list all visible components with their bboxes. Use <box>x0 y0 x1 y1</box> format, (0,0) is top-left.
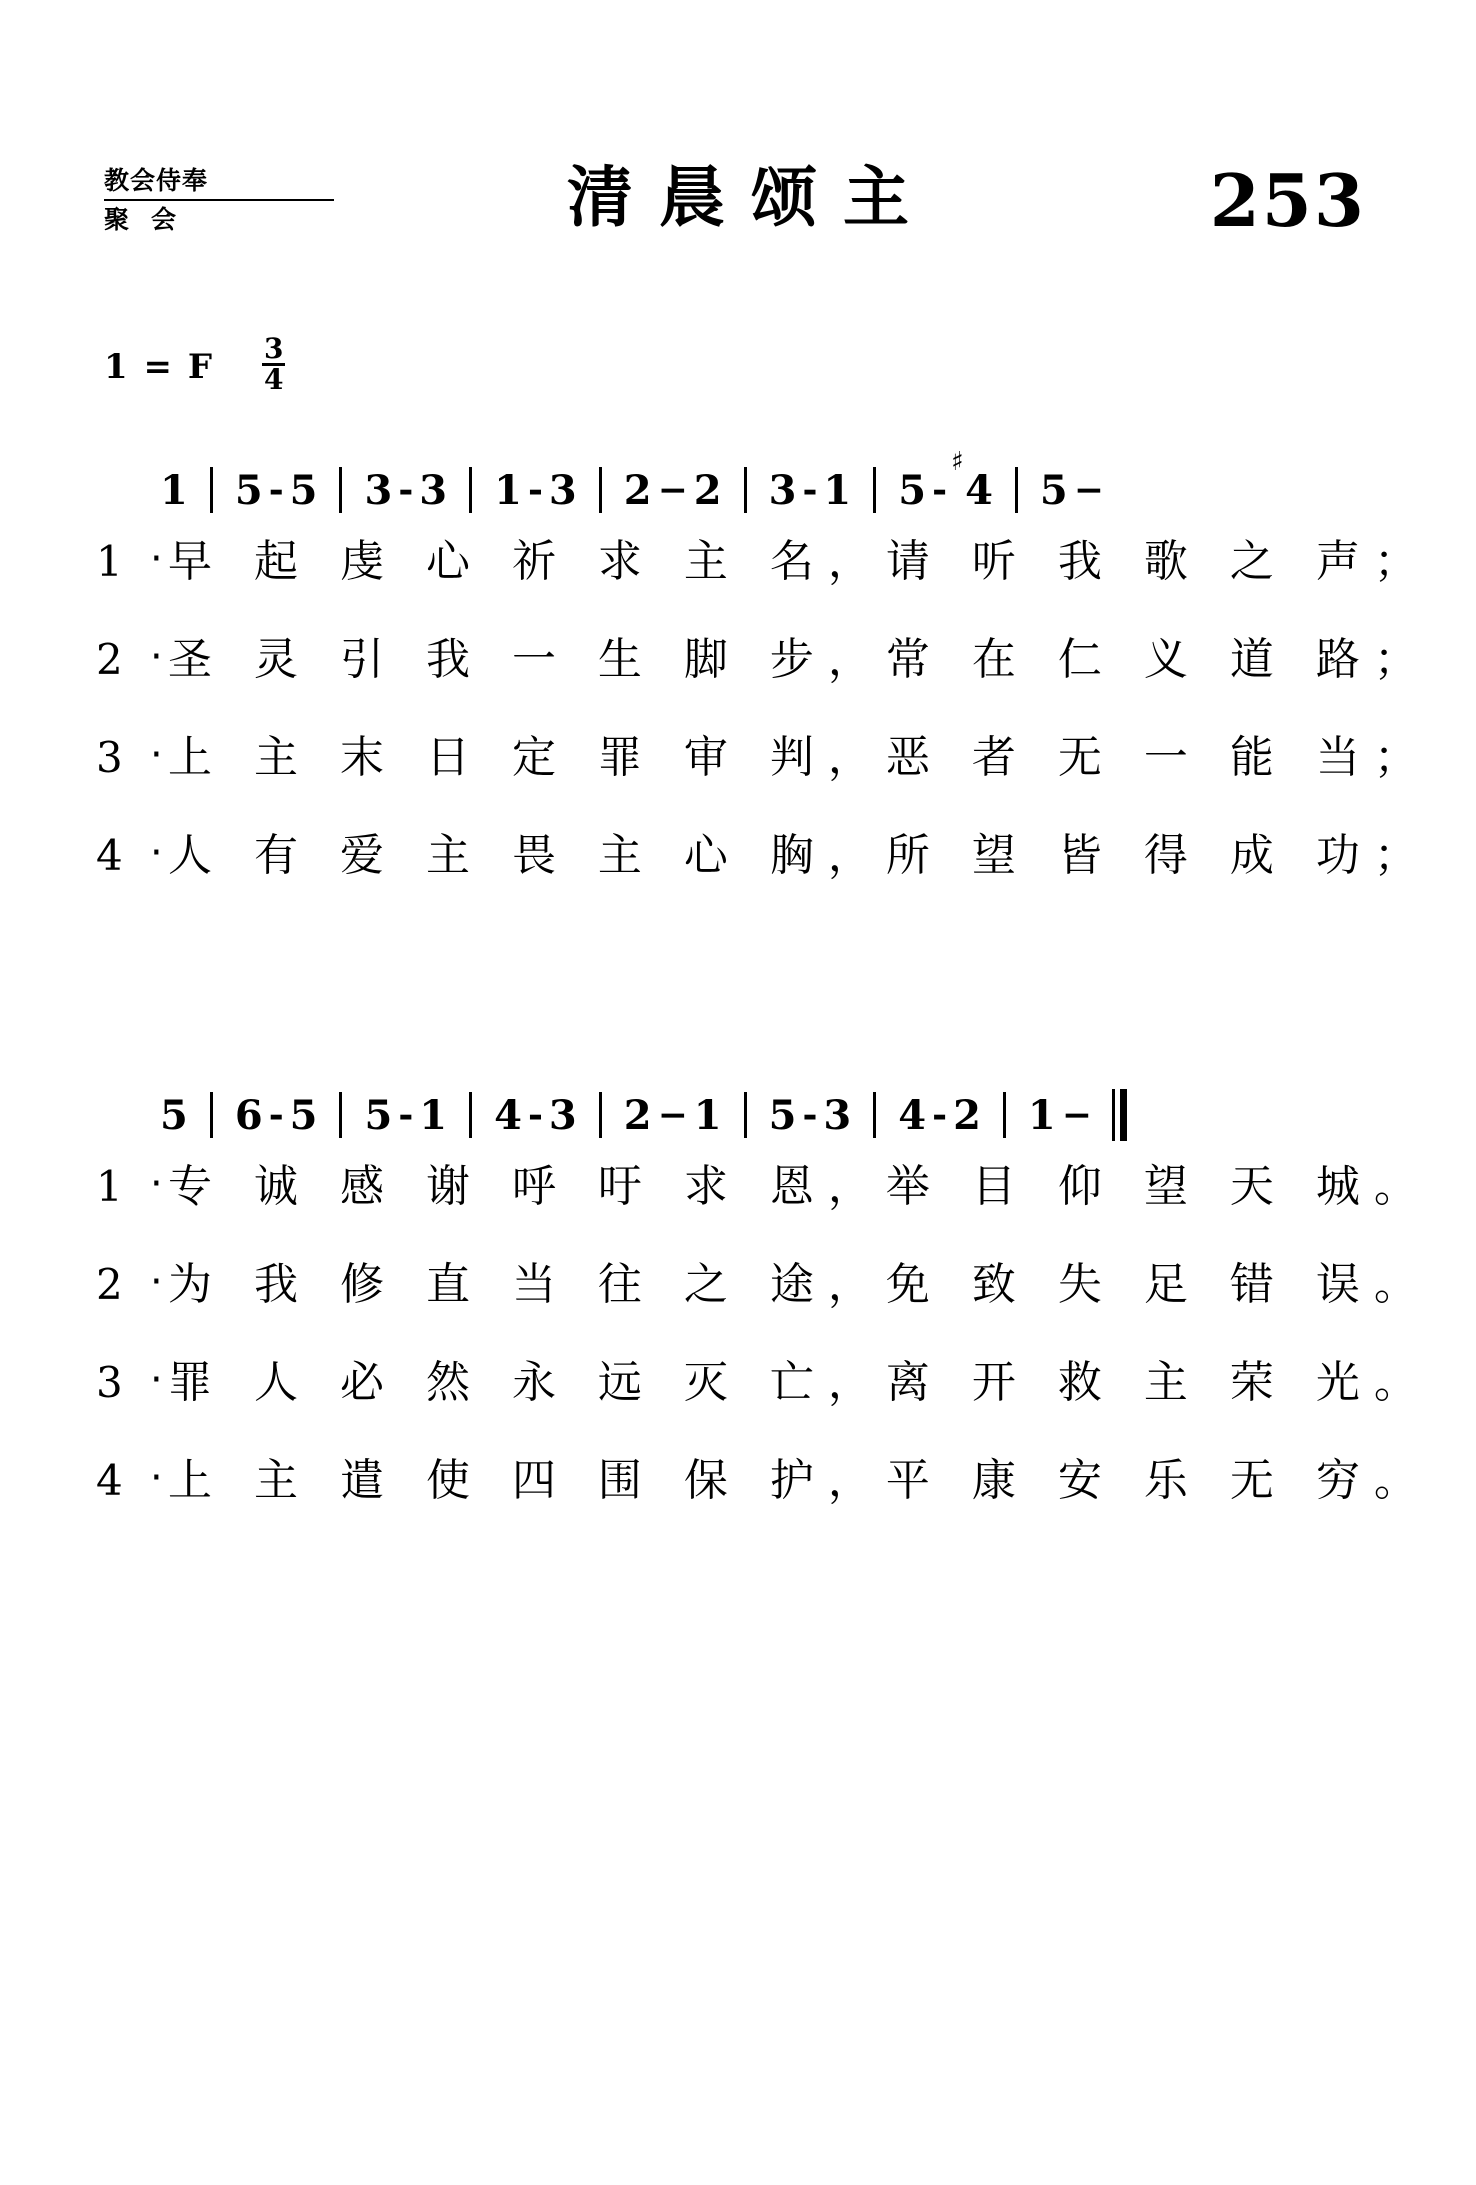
hymn-number: 253 <box>1209 158 1366 243</box>
notation-row-1 <box>0 446 1476 525</box>
barline <box>1015 467 1018 513</box>
verse-dot: · <box>150 732 163 778</box>
category-line-1: 教会侍奉 <box>104 164 334 201</box>
barline <box>469 1092 472 1138</box>
note: 5 <box>160 1091 188 1139</box>
note: 5 <box>364 1091 393 1139</box>
note-dash: - <box>268 1094 284 1136</box>
note-dash: - <box>398 469 414 511</box>
note: 4 <box>898 1091 927 1139</box>
note: 1 <box>823 466 852 514</box>
barline <box>339 1092 342 1138</box>
note: 5 <box>289 1091 318 1139</box>
note-group <box>898 446 993 514</box>
barline <box>873 1092 876 1138</box>
note-dash: - <box>527 469 543 511</box>
final-barline-thick <box>1120 1089 1127 1141</box>
note-dash: - <box>802 1094 818 1136</box>
note: 3 <box>768 466 797 514</box>
note-dash: − <box>1073 469 1104 511</box>
note-group <box>1028 1092 1098 1139</box>
note: 3 <box>823 1091 852 1139</box>
lyric-line <box>0 1444 1476 1542</box>
note: 5 <box>289 466 318 514</box>
key-signature <box>104 332 285 396</box>
note-dash: - <box>527 1094 543 1136</box>
page-header <box>0 150 1476 270</box>
verse-number: 4 <box>96 1456 123 1505</box>
verse-dot: · <box>150 1259 163 1305</box>
note: 3 <box>548 466 577 514</box>
barline <box>599 1092 602 1138</box>
lyric-text: 圣 灵 引 我 一 生 脚 步，常 在 仁 义 道 路； <box>168 634 1432 685</box>
verse-dot: · <box>150 1357 163 1403</box>
note-dash: − <box>1061 1094 1092 1136</box>
note: 1 <box>1027 1091 1056 1139</box>
key-text: 1 = F <box>104 346 214 387</box>
lyric-line <box>0 1346 1476 1444</box>
barline <box>469 467 472 513</box>
barline <box>744 467 747 513</box>
barline <box>339 467 342 513</box>
verse-dot: · <box>150 1161 163 1207</box>
lyric-text: 上 主 末 日 定 罪 审 判，恶 者 无 一 能 当； <box>168 732 1432 783</box>
note: 6 <box>234 1091 263 1139</box>
note: 2 <box>623 1091 652 1139</box>
category-line-2: 聚会 <box>104 205 199 234</box>
lyric-text: 罪 人 必 然 永 远 灭 亡，离 开 救 主 荣 光。 <box>168 1357 1432 1408</box>
note: 1 <box>160 466 188 514</box>
verse-number: 3 <box>96 733 123 782</box>
verse-dot: · <box>150 830 163 876</box>
note-dash: − <box>657 1094 688 1136</box>
note-group <box>624 467 722 514</box>
lyric-line <box>0 819 1476 917</box>
verse-number: 1 <box>96 1162 123 1211</box>
note: 1 <box>494 466 522 514</box>
note-group <box>769 1092 852 1139</box>
note-dash: - <box>932 469 948 511</box>
page-title: 清晨颂主 <box>567 159 935 236</box>
note-group <box>235 467 318 514</box>
note-group <box>160 467 188 514</box>
note: 5 <box>768 1091 797 1139</box>
note: 3 <box>364 466 393 514</box>
barline <box>210 467 213 513</box>
meter-denominator: 4 <box>263 363 284 396</box>
note-group <box>1040 467 1110 514</box>
note: 2 <box>623 466 652 514</box>
lyric-text: 上 主 遣 使 四 围 保 护，平 康 安 乐 无 穷。 <box>168 1455 1432 1506</box>
barline <box>210 1092 213 1138</box>
lyric-text: 为 我 修 直 当 往 之 途，免 致 失 足 错 误。 <box>168 1259 1432 1310</box>
note-group <box>494 1092 577 1139</box>
note: 5 <box>898 466 927 514</box>
note: 1 <box>693 1091 722 1139</box>
note-group <box>494 467 577 514</box>
verse-dot: · <box>150 1455 163 1501</box>
note-group <box>364 1092 447 1139</box>
verse-number: 2 <box>96 1260 123 1309</box>
meter-numerator: 3 <box>263 332 284 365</box>
barline <box>873 467 876 513</box>
note-dash: - <box>932 1094 948 1136</box>
note-group <box>364 467 447 514</box>
time-signature <box>262 332 285 396</box>
barline <box>744 1092 747 1138</box>
note-group <box>235 1092 318 1139</box>
verse-number: 1 <box>96 537 123 586</box>
music-system-2 <box>0 1080 1476 1542</box>
note-group <box>898 1092 981 1139</box>
lyric-line <box>0 1248 1476 1346</box>
verse-number: 3 <box>96 1358 123 1407</box>
final-barline <box>1112 1089 1127 1141</box>
note-value: 4 <box>965 466 993 514</box>
note: 1 <box>419 1091 448 1139</box>
note-dash: - <box>398 1094 414 1136</box>
note <box>951 446 993 514</box>
verse-dot: · <box>150 634 163 680</box>
note: 3 <box>548 1091 577 1139</box>
verse-number: 4 <box>96 831 123 880</box>
barline <box>599 467 602 513</box>
note-dash: − <box>657 469 688 511</box>
lyric-line <box>0 721 1476 819</box>
note-group <box>624 1092 722 1139</box>
verse-number: 2 <box>96 635 123 684</box>
sharp-accidental-icon: ♯ <box>951 446 964 477</box>
note-group <box>769 467 852 514</box>
note-group <box>160 1092 188 1139</box>
note: 2 <box>953 1091 981 1139</box>
note-dash: - <box>268 469 284 511</box>
note: 3 <box>419 466 448 514</box>
lyric-text: 人 有 爱 主 畏 主 心 胸，所 望 皆 得 成 功； <box>168 830 1432 881</box>
verse-dot: · <box>150 536 163 582</box>
lyric-line <box>0 623 1476 721</box>
note-dash: - <box>802 469 818 511</box>
note: 2 <box>693 466 722 514</box>
barline <box>1003 1092 1006 1138</box>
note: 5 <box>234 466 263 514</box>
note: 5 <box>1039 466 1068 514</box>
note: 4 <box>494 1091 522 1139</box>
notation-row-2 <box>0 1080 1476 1150</box>
lyric-text: 专 诚 感 谢 呼 吁 求 恩，举 目 仰 望 天 城。 <box>168 1161 1432 1212</box>
final-barline-thin <box>1112 1089 1115 1141</box>
lyric-text: 早 起 虔 心 祈 求 主 名，请 听 我 歌 之 声； <box>168 536 1432 587</box>
lyric-line <box>0 1150 1476 1248</box>
music-system-1 <box>0 446 1476 917</box>
lyric-line <box>0 525 1476 623</box>
